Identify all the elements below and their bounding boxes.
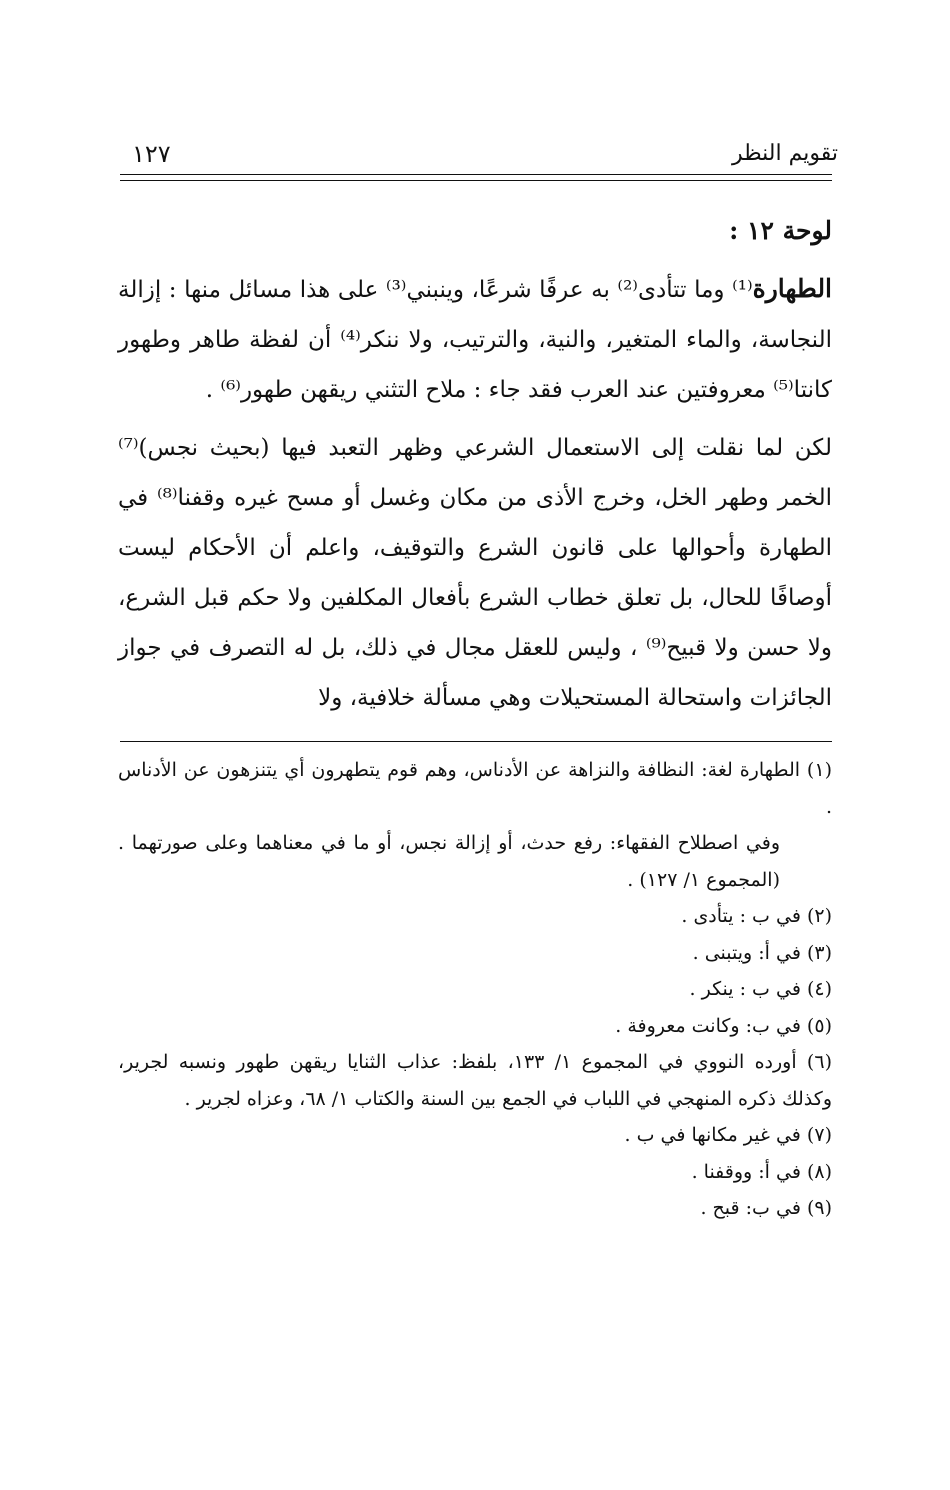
- footnote-1-continuation: وفي اصطلاح الفقهاء: رفع حدث، أو إزالة نجس، أو ما في معناهما وعلى صورتهما . (المجموع ١/ ١٢٧) .: [118, 832, 780, 891]
- footnote-1: (١) الطهارة لغة: النظافة والنزاهة عن الأدناس، وهم قوم يتطهرون أي يتنزهون عن الأدناس .: [118, 759, 832, 818]
- paragraph-2: لكن لما نقلت إلى الاستعمال الشرعي وظهر التعبد فيها (بحيث نجس)⁽⁷⁾ الخمر وطهر الخل، وخرج الأذى من مكان وغسل أو مسح غيره وقفنا⁽⁸⁾ في الطهارة وأحوالها على قانون الشرع والتوقيف، واعلم أن الأحكام ليست أوصافًا للحال، بل تعلق خطاب الشرع بأفعال المكلفين ولا حكم قبل الشرع، ولا حسن ولا قبيح⁽⁹⁾ ، وليس للعقل مجال في ذلك، بل له التصرف في جواز الجائزات واستحالة المستحيلات وهي مسألة خلافية، ولا: [118, 435, 832, 711]
- footnote-4: (٤) في ب : ينكر .: [689, 978, 832, 1000]
- footnote-separator: [120, 741, 832, 742]
- header-rule-bottom: [120, 180, 832, 181]
- footnote-8: (٨) في أ: ووقفنا .: [691, 1160, 832, 1183]
- running-title: تقويم النظر: [731, 141, 838, 166]
- page-number: ١٢٧: [132, 140, 171, 168]
- footnote-6: (٦) أورده النووي في المجموع ١/ ١٣٣، بلفظ: عذاب الثنايا ريقهن طهور ونسبه لجرير، وكذلك ذكره المنهجي في اللباب في الجمع بين السنة والكتاب ١/ ٦٨، وعزاه لجرير .: [118, 1051, 832, 1110]
- main-text: [118, 206, 832, 723]
- paragraph-1: [118, 264, 832, 415]
- paragraph-1-text: ⁽¹⁾ وما تتأدى⁽²⁾ به عرفًا شرعًا، وينبني⁽³⁾ على هذا مسائل منها : إزالة النجاسة، والماء المتغير، والنية، والترتيب، ولا ننكر⁽⁴⁾ أن لفظة طاهر وطهور كانتا⁽⁵⁾ معروفتين عند العرب فقد جاء : ملاح التثني ريقهن طهور⁽⁶⁾ .: [118, 277, 832, 403]
- paragraph-1-lead-word: الطهارة: [752, 274, 833, 303]
- section-heading: لوحة ١٢ :: [729, 216, 832, 245]
- footnote-5: (٥) في ب: وكانت معروفة .: [615, 1014, 832, 1037]
- footnote-2: (٢) في ب : يتأدى .: [681, 905, 832, 927]
- header-rule-top: [120, 174, 832, 175]
- footnote-9: (٩) في ب: قبح .: [700, 1197, 832, 1219]
- footnote-3: (٣) في أ: ويتبنى .: [692, 941, 832, 964]
- footnote-7: (٧) في غير مكانها في ب .: [624, 1124, 832, 1146]
- footnotes: [118, 752, 832, 1227]
